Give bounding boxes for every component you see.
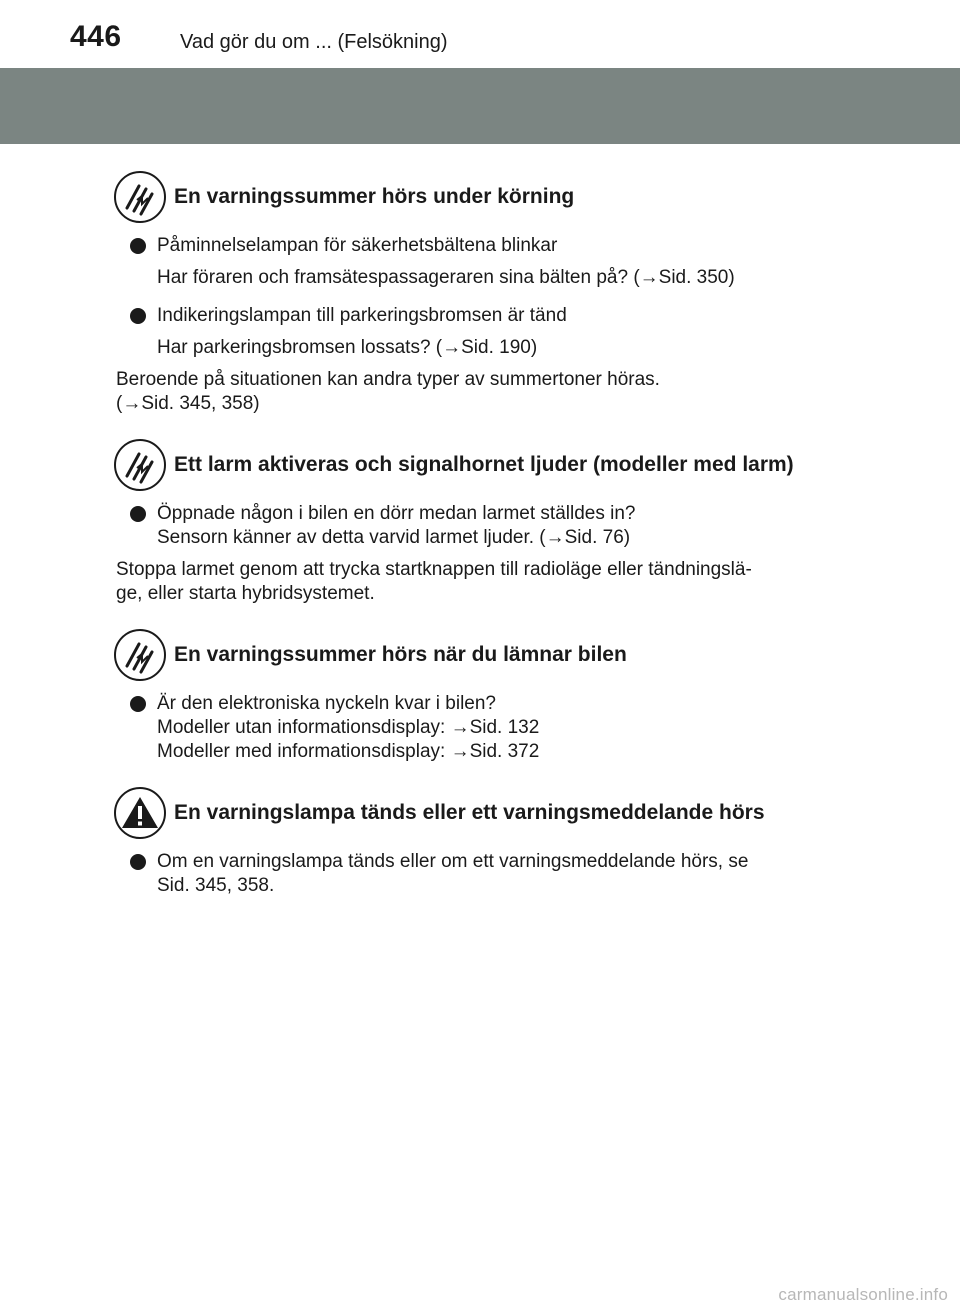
- warning-icon: [114, 787, 166, 839]
- chapter-band: [0, 68, 960, 144]
- section-warning-lamp: [116, 786, 846, 898]
- section-header: [114, 786, 846, 840]
- section-header: [114, 170, 846, 224]
- section-header: [114, 438, 846, 492]
- buzzer-icon: [114, 629, 166, 681]
- list-item: Om en varningslampa tänds eller om ett varningsmeddelande hörs, se Sid. 345, 358.: [116, 850, 846, 898]
- section-title: En varningslampa tänds eller ett varningsmeddelande hörs: [174, 801, 765, 824]
- section-title: En varningssummer hörs under körning: [174, 185, 575, 208]
- note-paragraph: Beroende på situationen kan andra typer av summertoner höras. (→Sid. 345, 358): [116, 369, 660, 414]
- content: [116, 170, 846, 898]
- watermark: carmanualsonline.info: [778, 1285, 948, 1304]
- list-item: Öppnade någon i bilen en dörr medan larmet ställdes in? Sensorn känner av detta varvid larmet ljuder. (→Sid. 76): [116, 502, 846, 550]
- section-header: [114, 628, 846, 682]
- page-header: [0, 0, 960, 60]
- buzzer-icon: [114, 439, 166, 491]
- list-item: Påminnelselampan för säkerhetsbältena blinkar Har föraren och framsätespassageraren sina bälten på? (→Sid. 350): [116, 234, 846, 290]
- section-alarm: [116, 438, 846, 606]
- list-item: Är den elektroniska nyckeln kvar i bilen? Modeller utan informationsdisplay: →Sid. 132 Modeller med informationsdisplay: →Sid. 372: [116, 692, 846, 764]
- section-title: Ett larm aktiveras och signalhornet ljuder (modeller med larm): [174, 453, 794, 476]
- bullet-icon: [130, 696, 146, 712]
- section-title: En varningssummer hörs när du lämnar bilen: [174, 643, 627, 666]
- bullet-icon: [130, 506, 146, 522]
- bullet-icon: [130, 238, 146, 254]
- bullet-icon: [130, 308, 146, 324]
- page-title: Vad gör du om ... (Felsökning): [180, 31, 448, 53]
- buzzer-icon: [114, 171, 166, 223]
- section-leaving-vehicle: [116, 628, 846, 764]
- bullet-icon: [130, 854, 146, 870]
- page-number: 446: [70, 20, 122, 53]
- section-seatbelt-buzzer: [116, 170, 846, 416]
- list-item: Indikeringslampan till parkeringsbromsen är tänd Har parkeringsbromsen lossats? (→Sid. 190): [116, 304, 846, 360]
- note-paragraph: Stoppa larmet genom att trycka startknappen till radioläge eller tändningslä- ge, eller starta hybridsystemet.: [116, 559, 752, 604]
